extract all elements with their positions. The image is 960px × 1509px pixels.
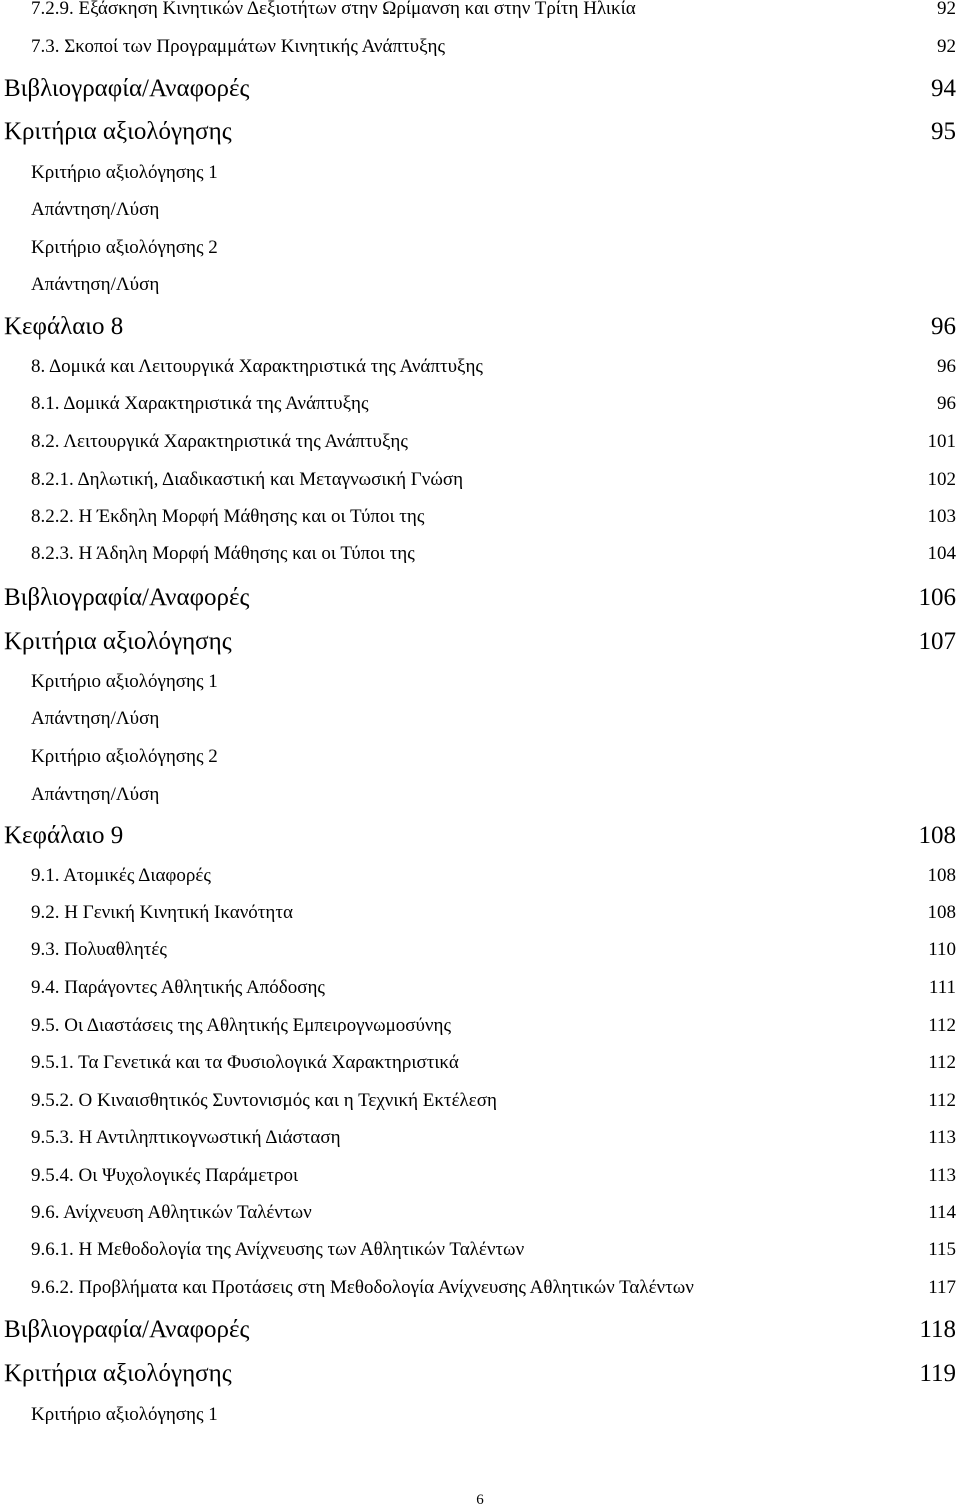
toc-entry-title: 9.5.3. Η Αντιληπτικογνωστική Διάσταση	[31, 1127, 341, 1148]
toc-entry	[31, 746, 956, 768]
page-number: 6	[476, 1492, 484, 1508]
toc-entry-title: 9.6.2. Προβλήματα και Προτάσεις στη Μεθοδολογία Ανίχνευσης Αθλητικών Ταλέντων	[31, 1277, 694, 1298]
toc-entry-title: 9.5.4. Οι Ψυχολογικές Παράμετροι	[31, 1165, 299, 1186]
toc-entry	[4, 1360, 956, 1388]
toc-entry-title: 7.2.9. Εξάσκηση Κινητικών Δεξιοτήτων στην Ωρίμανση και στην Τρίτη Ηλικία	[31, 0, 636, 19]
toc-entry-title: 9.5. Οι Διαστάσεις της Αθλητικής Εμπειρογνωμοσύνης	[31, 1015, 451, 1036]
toc-entry	[4, 628, 956, 656]
toc-entry	[31, 708, 956, 730]
toc-entry-title: 9.4. Παράγοντες Αθλητικής Απόδοσης	[31, 977, 325, 998]
toc-entry-title: Κριτήριο αξιολόγησης 1	[31, 162, 218, 183]
toc-entry-page: 92	[937, 0, 956, 19]
toc-entry-title: 9.1. Ατομικές Διαφορές	[31, 865, 211, 886]
toc-entry	[31, 469, 956, 491]
toc-entry	[31, 1202, 956, 1224]
toc-entry-title: Κριτήριο αξιολόγησης 1	[31, 1404, 218, 1425]
toc-entry-page: 113	[928, 1165, 956, 1186]
toc-entry	[31, 977, 956, 999]
toc-entry	[31, 865, 956, 887]
toc-entry-title: 9.6.1. Η Μεθοδολογία της Ανίχνευσης των Αθλητικών Ταλέντων	[31, 1239, 525, 1260]
toc-entry	[31, 671, 956, 693]
toc-entry	[31, 0, 956, 20]
toc-entry-page: 112	[928, 1015, 956, 1036]
toc-entry-page: 119	[919, 1360, 956, 1387]
toc-entry	[31, 393, 956, 415]
toc-entry-title: 9.6. Ανίχνευση Αθλητικών Ταλέντων	[31, 1202, 312, 1223]
toc-entry-page: 96	[937, 393, 956, 414]
toc-entry	[4, 75, 956, 103]
toc-entry-page: 111	[928, 977, 956, 998]
toc-entry-title: 8.2.1. Δηλωτική, Διαδικαστική και Μεταγνωσική Γνώση	[31, 469, 464, 490]
toc-entry-page: 96	[931, 313, 956, 340]
toc-entry-title: Κριτήρια αξιολόγησης	[4, 118, 232, 145]
toc-entry-title: Κεφάλαιο 9	[4, 822, 124, 849]
toc-entry	[4, 1316, 956, 1344]
toc-entry-title: 7.3. Σκοποί των Προγραμμάτων Κινητικής Ανάπτυξης	[31, 36, 446, 57]
toc-entry	[31, 1015, 956, 1037]
toc-entry-title: Κριτήριο αξιολόγησης 1	[31, 671, 218, 692]
toc-entry	[31, 1052, 956, 1074]
toc-entry-page: 108	[918, 822, 956, 849]
toc-entry-title: 8.1. Δομικά Χαρακτηριστικά της Ανάπτυξης	[31, 393, 369, 414]
toc-entry	[31, 902, 956, 924]
toc-entry	[4, 584, 956, 612]
toc-entry-title: Απάντηση/Λύση	[31, 784, 160, 805]
toc-entry	[31, 1165, 956, 1187]
toc-entry-title: 9.5.2. Ο Κιναισθητικός Συντονισμός και η Τεχνική Εκτέλεση	[31, 1090, 497, 1111]
toc-entry-title: 8.2.3. Η Άδηλη Μορφή Μάθησης και οι Τύποι της	[31, 543, 415, 564]
toc-entry	[31, 1239, 956, 1261]
toc-entry	[4, 313, 956, 341]
toc-entry-title: Κριτήριο αξιολόγησης 2	[31, 237, 218, 258]
toc-entry	[31, 36, 956, 58]
toc-entry-page: 108	[927, 865, 956, 886]
toc-entry-page: 101	[927, 431, 956, 452]
toc-entry-title: Απάντηση/Λύση	[31, 708, 160, 729]
toc-entry	[4, 822, 956, 850]
toc-entry	[31, 1127, 956, 1149]
toc-entry-page: 112	[928, 1090, 956, 1111]
toc-entry	[31, 1090, 956, 1112]
toc-entry-page: 113	[928, 1127, 956, 1148]
toc-entry-page: 114	[928, 1202, 956, 1223]
toc-entry	[31, 274, 956, 296]
toc-entry-page: 96	[937, 356, 956, 377]
toc-entry	[31, 1404, 956, 1426]
toc-entry-title: 9.2. Η Γενική Κινητική Ικανότητα	[31, 902, 293, 923]
toc-entry	[31, 199, 956, 221]
toc-entry-title: Απάντηση/Λύση	[31, 274, 160, 295]
toc-entry-title: Απάντηση/Λύση	[31, 199, 160, 220]
toc-entry-title: Βιβλιογραφία/Αναφορές	[4, 75, 250, 102]
toc-entry-page: 110	[928, 939, 956, 960]
toc-entry-title: Κεφάλαιο 8	[4, 313, 124, 340]
toc-entry-title: 8. Δομικά και Λειτουργικά Χαρακτηριστικά της Ανάπτυξης	[31, 356, 483, 377]
toc-entry	[31, 356, 956, 378]
toc-entry-page: 104	[927, 543, 956, 564]
toc-entry	[31, 237, 956, 259]
toc-entry-title: 9.5.1. Τα Γενετικά και τα Φυσιολογικά Χαρακτηριστικά	[31, 1052, 459, 1073]
toc-entry-page: 112	[928, 1052, 956, 1073]
toc-entry-title: Κριτήρια αξιολόγησης	[4, 628, 232, 655]
toc-entry-page: 95	[931, 118, 956, 145]
toc-entry	[31, 431, 956, 453]
toc-entry	[31, 506, 956, 528]
toc-entry-title: 9.3. Πολυαθλητές	[31, 939, 167, 960]
toc-entry-title: Κριτήρια αξιολόγησης	[4, 1360, 232, 1387]
toc-entry-title: Κριτήριο αξιολόγησης 2	[31, 746, 218, 767]
toc-entry	[31, 162, 956, 184]
toc-entry-title: Βιβλιογραφία/Αναφορές	[4, 584, 250, 611]
toc-entry-page: 106	[918, 584, 956, 611]
toc-entry-page: 94	[931, 75, 956, 102]
toc-entry-title: 8.2. Λειτουργικά Χαρακτηριστικά της Ανάπτυξης	[31, 431, 408, 452]
toc-entry	[31, 939, 956, 961]
toc-entry-title: Βιβλιογραφία/Αναφορές	[4, 1316, 250, 1343]
toc-entry-title: 8.2.2. Η Έκδηλη Μορφή Μάθησης και οι Τύποι της	[31, 506, 425, 527]
toc-entry-page: 92	[937, 36, 956, 57]
toc-entry-page: 118	[919, 1316, 956, 1343]
toc-entry	[31, 543, 956, 565]
toc-entry-page: 108	[927, 902, 956, 923]
toc-entry-page: 107	[918, 628, 956, 655]
toc-entry-page: 102	[927, 469, 956, 490]
toc-entry	[31, 1277, 956, 1299]
toc-entry-page: 103	[927, 506, 956, 527]
toc-entry-page: 117	[928, 1277, 956, 1298]
toc-entry-page: 115	[928, 1239, 956, 1260]
toc-entry	[31, 784, 956, 806]
toc-entry	[4, 118, 956, 146]
